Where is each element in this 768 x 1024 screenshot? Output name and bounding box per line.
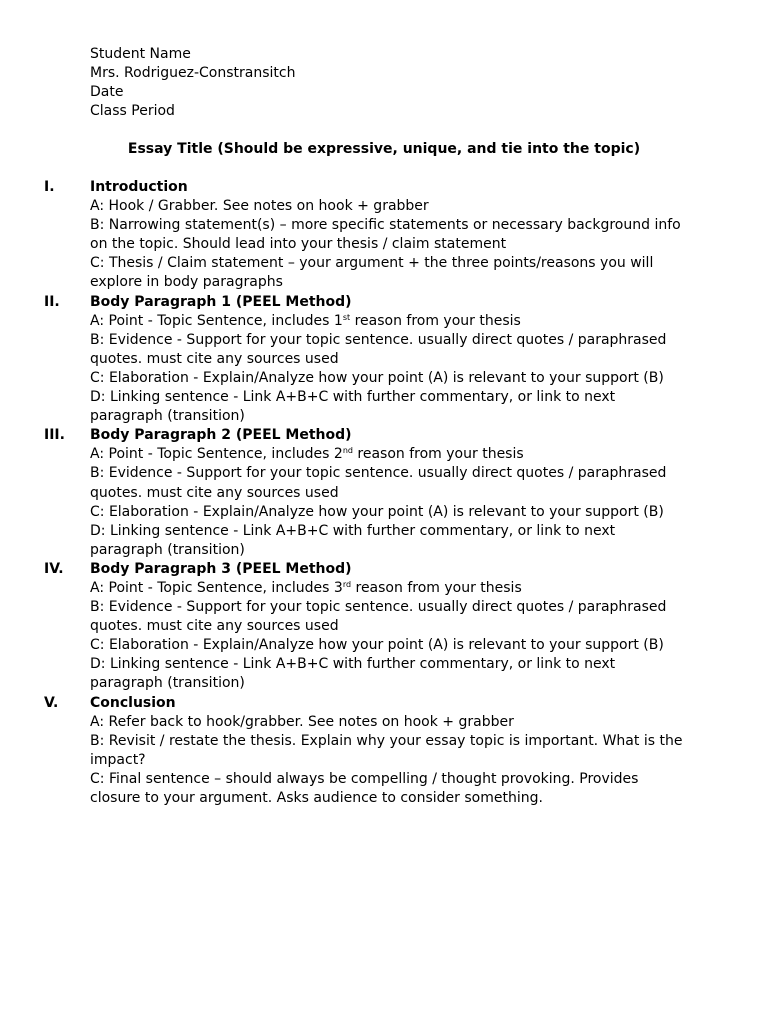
outline-item: D: Linking sentence - Link A+B+C with further commentary, or link to next paragraph (transition) <box>90 656 616 692</box>
section-heading: Introduction <box>90 179 188 195</box>
outline-section-body-3 <box>44 560 684 694</box>
point-text-end: reason from your thesis <box>350 312 521 329</box>
outline-item-point <box>90 312 684 331</box>
outline-item: B: Narrowing statement(s) – more specific statements or necessary background info on the topic. Should lead into your thesis / claim statement <box>90 217 681 253</box>
outline-section-body-2 <box>44 426 684 560</box>
outline-section-introduction <box>44 178 684 293</box>
outline-item: C: Elaboration - Explain/Analyze how your point (A) is relevant to your support (B) <box>90 503 664 520</box>
essay-outline <box>44 178 684 808</box>
section-heading: Body Paragraph 3 (PEEL Method) <box>90 560 352 577</box>
outline-section-conclusion <box>44 694 684 809</box>
outline-item: D: Linking sentence - Link A+B+C with further commentary, or link to next paragraph (transition) <box>90 389 616 425</box>
section-heading: Conclusion <box>90 694 176 711</box>
outline-item: C: Final sentence – should always be compelling / thought provoking. Provides closure to your argument. Asks audience to consider something. <box>90 770 639 806</box>
outline-item: C: Elaboration - Explain/Analyze how your point (A) is relevant to your support (B) <box>90 369 664 386</box>
outline-item: D: Linking sentence - Link A+B+C with further commentary, or link to next paragraph (transition) <box>90 522 616 558</box>
ordinal-suffix: nd <box>342 446 353 456</box>
date-line: Date <box>90 84 124 100</box>
essay-title: Essay Title (Should be expressive, unique, and tie into the topic) <box>127 141 641 157</box>
section-heading: Body Paragraph 2 (PEEL Method) <box>90 427 352 444</box>
teacher-name: Mrs. Rodriguez-Constransitch <box>90 65 296 81</box>
ordinal-suffix: rd <box>342 579 352 589</box>
document-header <box>90 45 295 121</box>
section-heading: Body Paragraph 1 (PEEL Method) <box>90 293 352 310</box>
outline-item-point <box>90 579 684 598</box>
section-numeral: IV. <box>44 560 64 577</box>
section-numeral: I. <box>44 179 55 195</box>
outline-item: B: Revisit / restate the thesis. Explain why your essay topic is important. What is the impact? <box>90 732 683 768</box>
outline-item: C: Thesis / Claim statement – your argument + the three points/reasons you will explore in body paragraphs <box>90 255 654 291</box>
outline-item: A: Refer back to hook/grabber. See notes on hook + grabber <box>90 713 514 730</box>
class-period: Class Period <box>90 103 175 119</box>
section-numeral: V. <box>44 694 59 711</box>
outline-item: B: Evidence - Support for your topic sentence. usually direct quotes / paraphrased quotes. must cite any sources used <box>90 331 667 367</box>
point-text: A: Point - Topic Sentence, includes 3 <box>90 579 343 596</box>
section-numeral: II. <box>44 293 60 310</box>
section-numeral: III. <box>44 427 65 444</box>
outline-item: C: Elaboration - Explain/Analyze how your point (A) is relevant to your support (B) <box>90 637 664 654</box>
point-text-end: reason from your thesis <box>351 579 522 596</box>
outline-item: B: Evidence - Support for your topic sentence. usually direct quotes / paraphrased quotes. must cite any sources used <box>90 599 667 635</box>
outline-item-point <box>90 445 684 464</box>
point-text-end: reason from your thesis <box>352 446 524 463</box>
outline-item: B: Evidence - Support for your topic sentence. usually direct quotes / paraphrased quotes. must cite any sources used <box>90 465 667 501</box>
student-name: Student Name <box>90 46 191 62</box>
point-text: A: Point - Topic Sentence, includes 1 <box>90 312 343 329</box>
point-text: A: Point - Topic Sentence, includes 2 <box>90 446 343 463</box>
ordinal-suffix: st <box>342 312 351 322</box>
outline-item: A: Hook / Grabber. See notes on hook + grabber <box>90 198 429 215</box>
outline-section-body-1 <box>44 293 684 427</box>
